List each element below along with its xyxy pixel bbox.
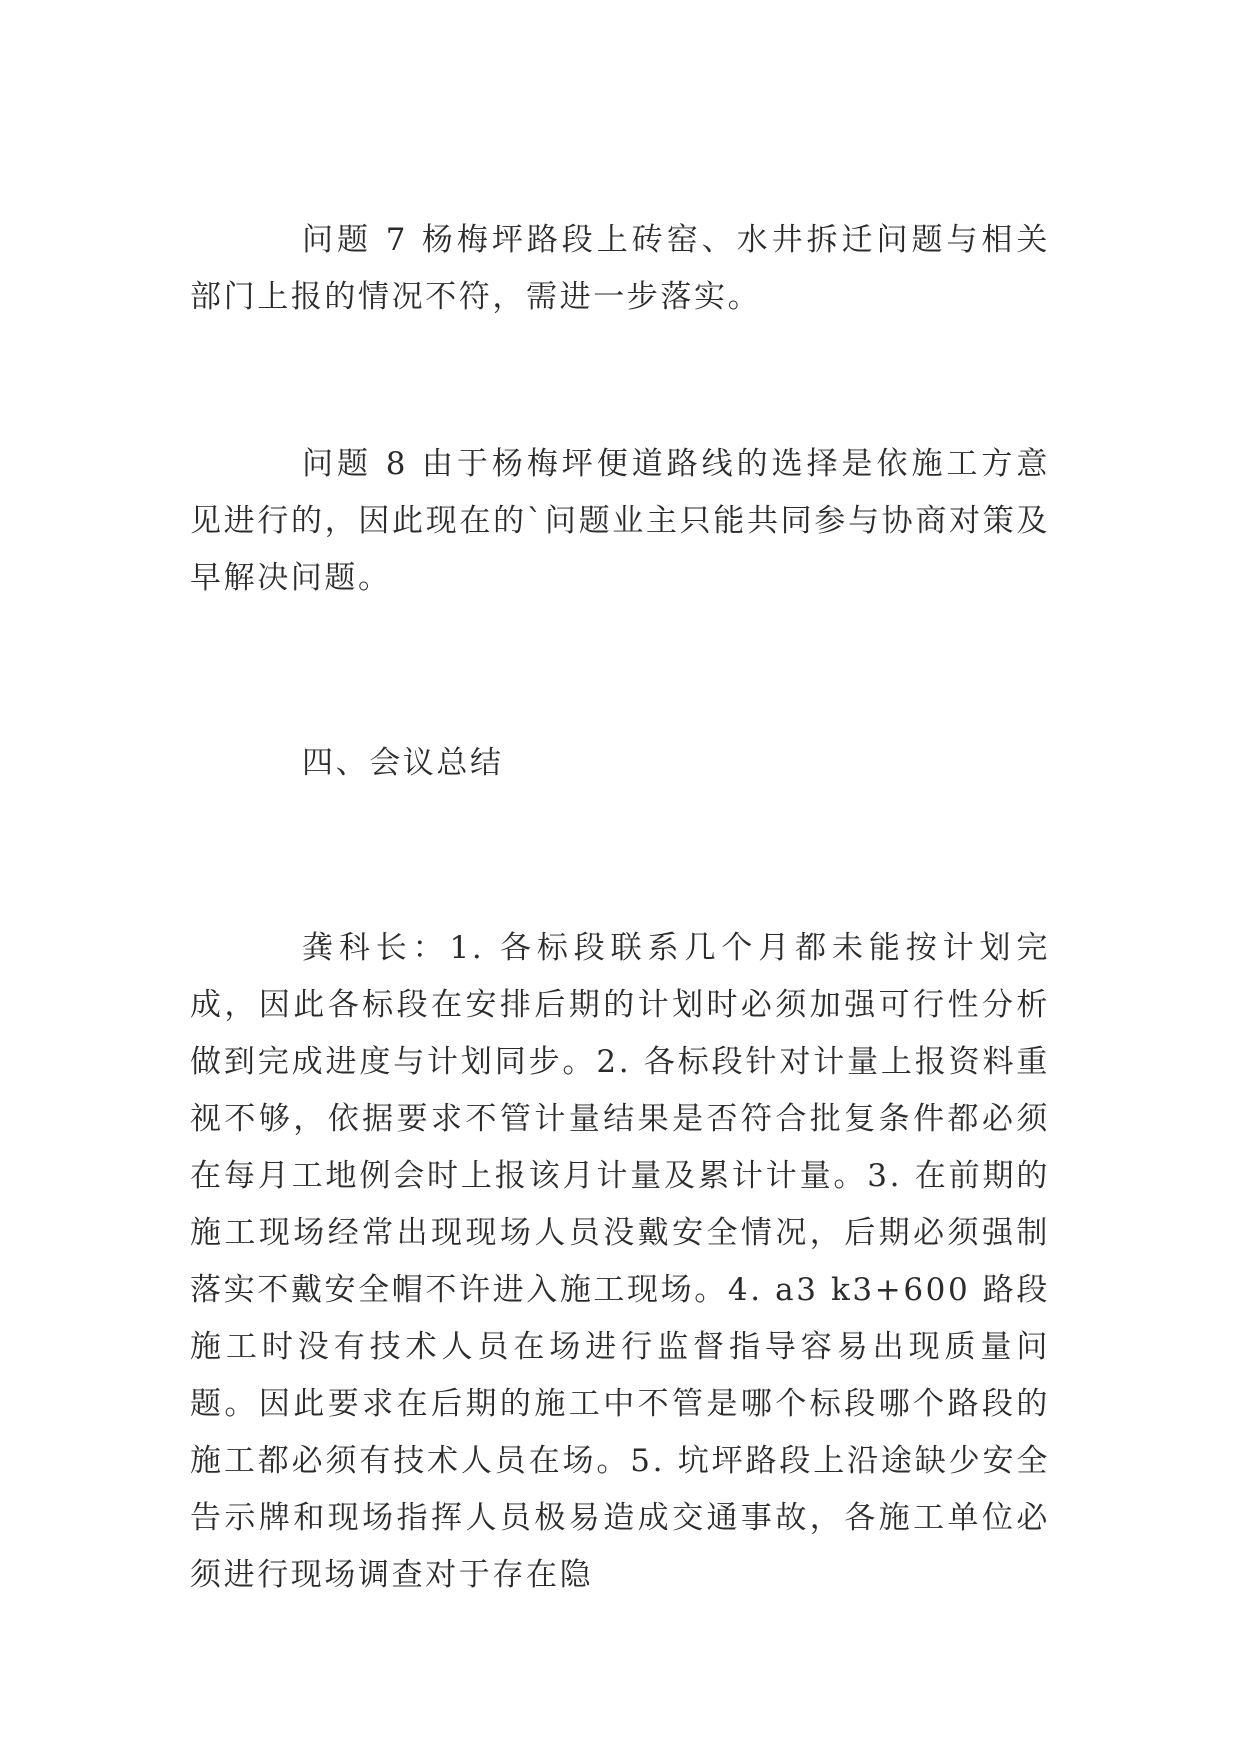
section-heading: 四、会议总结 bbox=[302, 745, 504, 781]
paragraph-summary: 龚科长：1. 各标段联系几个月都未能按计划完成，因此各标段在安排后期的计划时必须加强可行性分析做到完成进度与计划同步。2. 各标段针对计量上报资料重视不够，依据要求不管计量结果是否符合批复条件都必须在每月工地例会时上报该月计量及累计计量。3. 在前期的施工现场经常出现现场人员没戴安全情况，后期必须强制落实不戴安全帽不许进入施工现场。4. a3 k3+600 路段施工时没有技术人员在场进行监督指导容易出现质量问题。因此要求在后期的施工中不管是哪个标段哪个路段的施工都必须有技术人员在场。5. 坑坪路段上沿途缺少安全告示牌和现场指挥人员极易造成交通事故，各施工单位必须进行现场调查对于存在隐 bbox=[190, 930, 1050, 1593]
document-body bbox=[190, 212, 1050, 1604]
paragraph-issue-8: 问题 8 由于杨梅坪便道路线的选择是依施工方意见进行的，因此现在的`问题业主只能共同参与协商对策及早解决问题。 bbox=[190, 446, 1050, 596]
paragraph-issue-7: 问题 7 杨梅坪路段上砖窑、水井拆迁问题与相关部门上报的情况不符，需进一步落实。 bbox=[190, 222, 1050, 315]
